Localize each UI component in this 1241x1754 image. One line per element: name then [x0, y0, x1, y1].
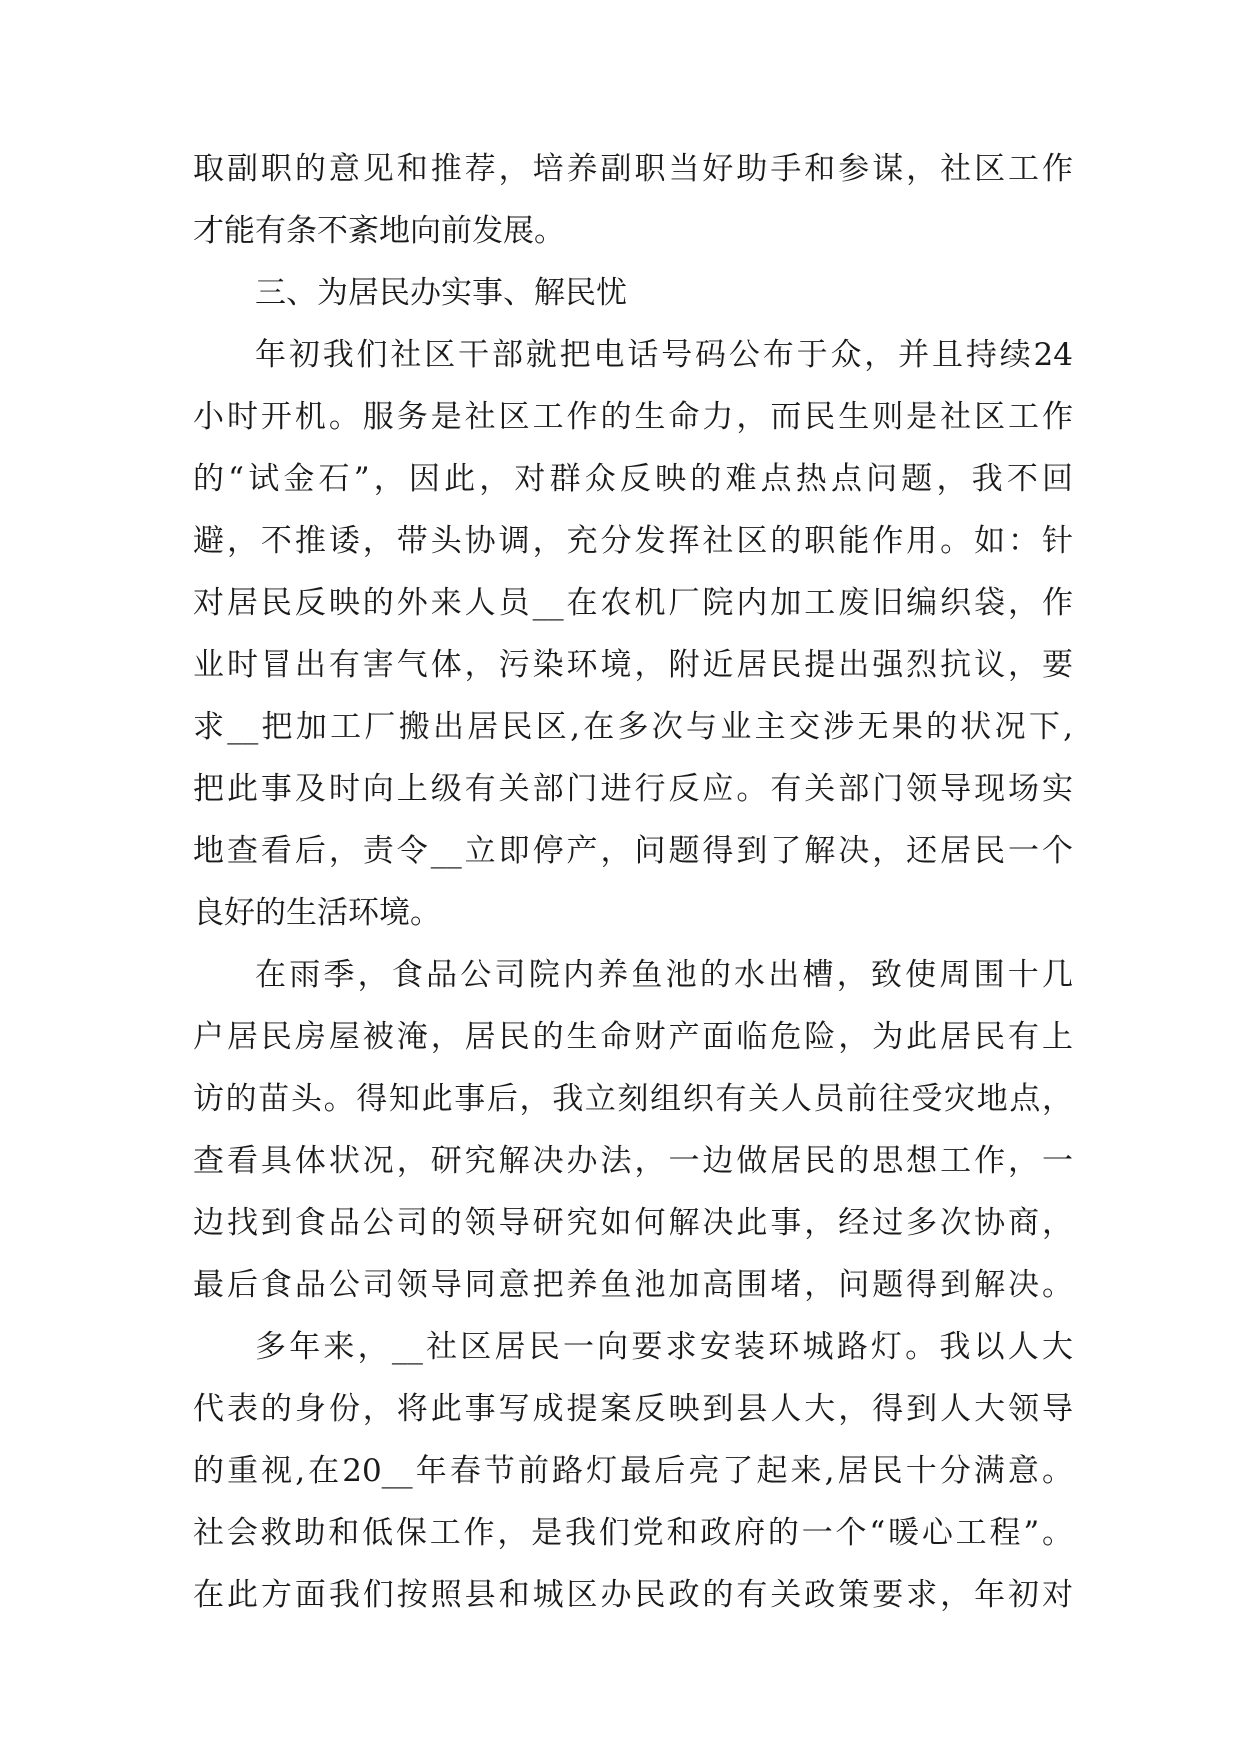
text-line: 业时冒出有害气体，污染环境，附近居民提出强烈抗议，要 [193, 647, 1073, 683]
text-line: 的重视,在20__年春节前路灯最后亮了起来,居民十分满意。 [193, 1453, 1073, 1489]
text-line: 在雨季，食品公司院内养鱼池的水出槽，致使周围十几 [255, 957, 1073, 993]
text-line: 求__把加工厂搬出居民区,在多次与业主交涉无果的状况下, [193, 709, 1073, 745]
text-line: 多年来，__社区居民一向要求安装环城路灯。我以人大 [255, 1329, 1073, 1365]
text-line: 取副职的意见和推荐，培养副职当好助手和参谋，社区工作 [193, 151, 1073, 187]
text-line: 户居民房屋被淹，居民的生命财产面临危险，为此居民有上 [193, 1019, 1073, 1055]
text-line: 在此方面我们按照县和城区办民政的有关政策要求，年初对 [193, 1577, 1073, 1613]
text-line: 年初我们社区干部就把电话号码公布于众，并且持续24 [255, 337, 1073, 373]
text-line: 小时开机。服务是社区工作的生命力，而民生则是社区工作 [193, 399, 1073, 435]
text-line: 代表的身份，将此事写成提案反映到县人大，得到人大领导 [193, 1391, 1073, 1427]
section-heading: 三、为居民办实事、解民忧 [255, 275, 627, 311]
text-line: 良好的生活环境。 [193, 895, 441, 931]
text-line: 边找到食品公司的领导研究如何解决此事，经过多次协商， [193, 1205, 1073, 1241]
text-line: 查看具体状况，研究解决办法，一边做居民的思想工作，一 [193, 1143, 1073, 1179]
text-line: 访的苗头。得知此事后，我立刻组织有关人员前往受灾地点， [193, 1081, 1073, 1117]
text-line: 把此事及时向上级有关部门进行反应。有关部门领导现场实 [193, 771, 1073, 807]
text-line: 社会救助和低保工作，是我们党和政府的一个“暖心工程”。 [193, 1515, 1073, 1551]
text-line: 的“试金石”，因此，对群众反映的难点热点问题，我不回 [193, 461, 1073, 497]
text-line: 才能有条不紊地向前发展。 [193, 213, 565, 249]
text-line: 最后食品公司领导同意把养鱼池加高围堵，问题得到解决。 [193, 1267, 1073, 1303]
text-line: 避，不推诿，带头协调，充分发挥社区的职能作用。如：针 [193, 523, 1073, 559]
text-line: 地查看后，责令__立即停产，问题得到了解决，还居民一个 [193, 833, 1073, 869]
text-line: 对居民反映的外来人员__在农机厂院内加工废旧编织袋，作 [193, 585, 1073, 621]
